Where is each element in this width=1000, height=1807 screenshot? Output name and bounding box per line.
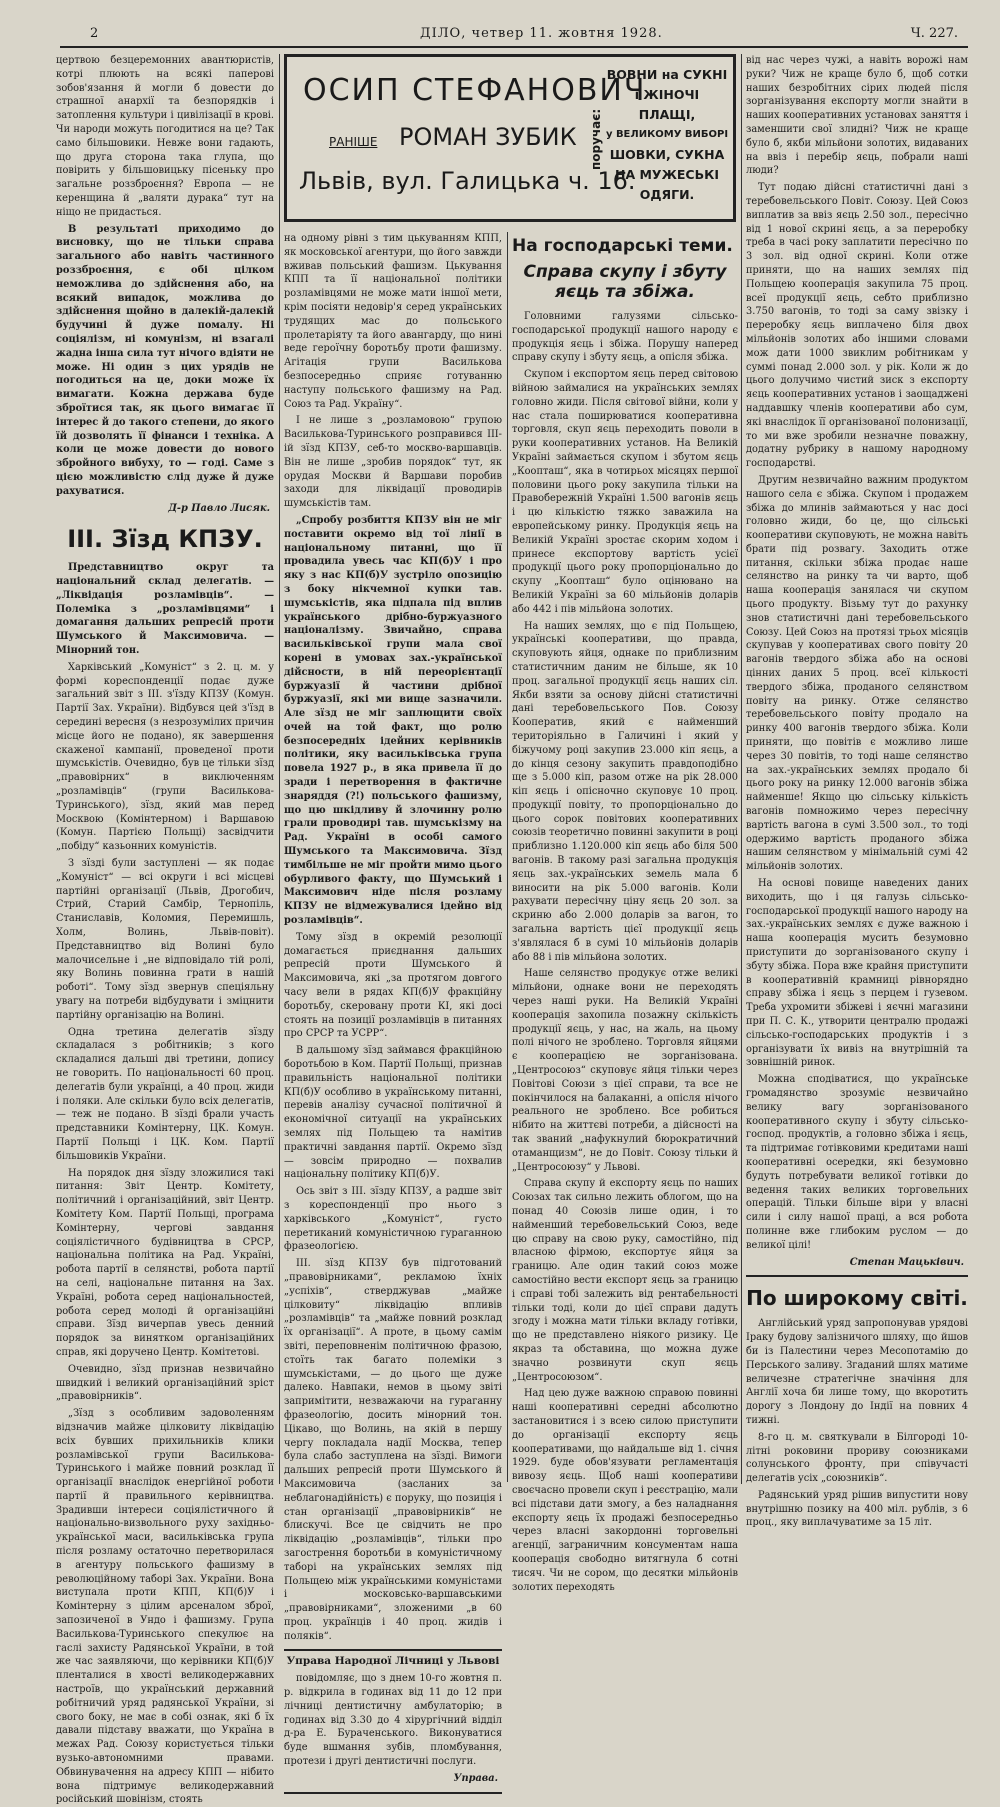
article-paragraph: На порядок дня зїзду зложилися такі питання: Звіт Центр. Комітету, політичний і організаційний, звіт Центр. Комітету Ком. Партії Польщі, програма Комінтерну, чергові завдання соціялістичного будівництва в СРСР, національна політика на Рад. Україні, робота партії в селянстві, робота партії на селі, національне питання на Зах. Україні, робота серед національностей, робота серед молоді й організаційні справи. Зїзд вичерпав увесь денний порядок за винятком організаційних справ, які доручено Центр. Комітетові. — [56, 1167, 274, 1358]
article-lead: Представництво округ та національний склад делегатів. — „Ліквідація розламівців“. — Полеміка з „розламівцями“ і домагання дальших репресій проти Шумського й Максимовича. — Мінорний тон. — [56, 562, 274, 657]
article-paragraph: Головними галузями сільсько-господарської продукції нашого народу є продукція яєць і збіжа. Порушу наперед справу скупу і збуту яєць, а опісля збіжа. — [512, 311, 738, 364]
page-number: 2 — [90, 26, 99, 41]
notice-title: Управа Народної Лічниці у Львові — [286, 1655, 500, 1668]
ad-goods-line: ОДЯГИ. — [639, 187, 695, 202]
article-signature: Д-р Павло Лисяк. — [168, 502, 270, 514]
ad-merchant-name: ОСИП СТЕФАНОВИЧ — [303, 73, 647, 108]
article-paragraph: Ось звіт з III. зїзду КПЗУ, а радше звіт з кореспонденції про нього з харківського „Комуніст“, густо перетиканий комуністичною гураганною фразеологією. — [284, 1186, 502, 1253]
section-heading: По широкому світі. — [746, 1275, 968, 1311]
news-item: Радянський уряд рішив випустити нову внутрішню позику на 400 міл. рублів, з 6 проц., яку виплачуватиме за 15 літ. — [746, 1489, 968, 1529]
ad-address: Львів, вул. Галицька ч. 16. — [299, 167, 636, 195]
column-2 — [284, 232, 502, 1784]
ad-goods-list — [605, 65, 729, 205]
article-paragraph: Тому зїзд в окремій резолюції домагається приєднання дальших репресій проти Шумського й Максимовича, які „за протягом довгого часу вели в рядах КП(б)У фракційну боротьбу, скеровану проти КІ, які досі стоять на позиції розламівців в питаннях про СРСР та УСРР“. — [284, 931, 502, 1040]
page-header — [60, 24, 968, 48]
notice-body: повідомляє, що з днем 10-го жовтня п. р. відкрила в годинах від 11 до 12 при лічниці дентистичну амбулаторію; в годинах від 3.30 до 4 хірургічний відділ д-ра Е. Бураченського. Виконуватися буде вшмання зубів, пломбування, протези і другі дентистичні послуги. — [284, 1673, 502, 1768]
ad-formerly-label: РАНІШЕ — [329, 135, 378, 149]
article-paragraph: III. зїзд КПЗУ був підготований „правовірниками“, рекламою їхніх „успіхів“, стверджував „майже цілковиту“ ліквідацію впливів „розламівців“ та „майже повний розклад їх організації“. А проте, в цьому самім звіті, переповненім політичною фразою, стоїть так багато полеміки з шумськістами, — до цього ще дуже далеко. Навпаки, немов в цьому звіті запримітити, незважаючи на гураганну фразеологію, досить мінорний тон. Цікаво, що Волинь, на якій в першу чергу покладала надії Москва, тепер була слабо заступлена на зїзді. Вимоги дальших репресій проти Шумського й Максимовича (засланих за неблагонадійність) є поруку, що позиція і стан організації „правовірників“ не блискучі. Все це свідчить не про ліквідацію „розламівців“, тільки про загострення боротьби в комуністичному таборі на українських землях під Польщею між українськими комуністами і московсько-варшавськими „правовірниками“, зложеними „в 60 проц. українців і 40 проц. жидів і поляків“. — [284, 1258, 502, 1642]
article-paragraph: Очевидно, зїзд признав незвичайно швидкий і великий організаційний зріст „правовірників“. — [56, 1363, 274, 1403]
article-paragraph: Над цею дуже важною справою повинні наші кооперативні середні абсолютно застановитися і з всею силою приступити до організації експорту яєць кооперативами, що найдальше від 1. січня 1929. буде обов'язувати регламентація вивозу яєць. Щоб наші кооперативи своєчасно провели скуп і реєстрацію, мали всі підстави дати змогу, а без наладнання експорту яєць їх продажі безпосередньо через власні закордонні торговельні агенції, заграничним консументам наша кооперація свободно витягнула б сотні тисяч. Чи не сором, що десятки мільйонів золотих переходять — [512, 1388, 738, 1593]
article-paragraph: Можна сподіватися, що українське громадянство зрозуміє незвичайно велику вагу зорганізованого кооперативного скупу і збуту сільсько-господ. продуктів, а головно збіжа і яєць, та підтримає готівковими кредитами наші кооперативні осередки, які безумовно будуть потребувати великої готівки до ведення таких великих торговельних операцій. Тільки більше віри у власні сили і силу нашої праці, а вся робота полинне вже глибоким руслом — до великої цілі! — [746, 1074, 968, 1251]
article-paragraph: „Зїзд з особливим задоволенням відзначив майже цілковиту ліквідацію всіх бувших прихильників клики розламівської групи Василькова-Туринського і майже повний розклад її організації внаслідок енергійної роботи партії й правильного керівництва. Зрадивши інтереси соціялістичного й національно-визвольного руху західньо-української маси, васильківська група після розламу остаточно перетворилася в агентуру польського фашизму в революційному таборі Зах. України. Вона виступала проти КПП, КП(б)У і Комінтерну з цілим арсеналом зброї, запозиченої в Ундо і фашизму. Група Василькова-Туринського спекулює на гаслі захисту Радянської України, в той же час заявляючи, що керівники КП(б)У пленталися в хвості великодержавних настроїв, що український державний робітничий уряд радянської України, зі свого боку, не має в собі ознак, які б їх давали підставу вважати, що Україна в межах Рад. Союзу користується тільки вузько-автономними правами. Обвинувачення на адресу КПП — нібито вона підтримує великодержавний російський шовінізм, стоять — [56, 1408, 274, 1806]
article-paragraph: І не лише з „розламовою“ групою Василькова-Туринського розправився III-ій зїзд КПЗУ, себ-то москво-варшавців. Він не лише „зробив порядок“ тут, як орудая Москви й Варшави поробив заходи для ліквідації проводирів шумськістів там. — [284, 415, 502, 510]
column-rule — [279, 54, 280, 1484]
ad-goods-line: ШОВКИ, СУКНА — [609, 147, 725, 162]
column-rule — [741, 54, 742, 1484]
article-paragraph: Харківський „Комуніст“ з 2. ц. м. у формі кореспонденції подає дуже загальний звіт з III. з'їзду КПЗУ (Комун. Партії Зах. України). Відбувся цей з'їзд в середині вересня (з незрозумілих причин місце його не подано), як завершення скаженої кампанії, проведеної проти шумськістів. Очевидно, був це тільки зїзд „правовірних“ в виключенням „розламівців“ (групи Васильковa-Туринського), зїзд, який мав перед Москвою (Комінтерном) і Варшавою (Комун. Партією Польщі) засвідчити „побіду“ казьонних комуністів. — [56, 661, 274, 853]
article-heading: III. Зїзд КПЗУ. — [67, 525, 263, 554]
ad-goods-line: і ЖІНОЧІ ПЛАЩІ, — [634, 87, 700, 122]
article-paragraph: На наших землях, що є під Польщею, українські кооперативи, що правда, скуповують яйця, однаке по приблизним статистичним даним не більше, як 10 проц. загальної продукції яєць наших сіл. Якби взяти за основу дійсні статистичні дані теребовельського Пов. Союзу Кооператив, який є найменший територіяльно в Галичині і який у біжучому році закупив 23.000 кіп яєць, а до кінця сезону закупить правдоподібно ще з 5.000 кіп, разом отже на рік 28.000 кіп яєць і опісночно скуповує 10 проц. продукції повіту, то пропорціонально до цього сорок повітових кооперативних союзів теоретично повинні закупити в році приблизно 1.120.000 кіп яєць або біля 500 вагонів. В такому разі загальна продукція яєць зах.-українських земель мала б виносити на рік 5.000 вагонів. Коли рахувати пересічну ціну яєць 20 зол. за скриню або 2.000 доларів за вагон, то загальна вартість цієї продукції яєць з'являлася б в сумі 10 мільйонів доларів або 88 і пів мільйона золотих. — [512, 620, 738, 963]
article-paragraph: Другим незвичайно важним продуктом нашого села є збіжа. Скупом і продажем збіжа до млинів займаються у нас досі головно жиди, бо це, що сільські кооперативи скуповують, не можна навіть брати під розвагу. Заходить отже питання, скільки збіжа продає наше селянство на ринку та чи варто, щоб наша кооперація занялася чи скупом цього продукту. Візьму тут до рахунку знов статистичні дані теребовельського Союзу. Цей Союз на протязі трьох місяців скупував у кооперативах свого повіту 20 вагонів твердого збіжа або на основі цінних даних 5 проц. всеї кількості твердого збіжа, проданого селянством повіту на ринку. Отже селянство теребовельського повіту продало на ринку 400 вагонів твердого збіжа. Коли приняти, що повітів є можливо лише через 30 повітів, то тоді наше селянство на зах.-українських землях продало бі цього року на ринку 12.000 вагонів збіжа найменше! Якщо цю сільську кількість вагонів помножимо через пересічну вартість вагона в сумі 3.500 зол., то тоді одержимо вартість проданого збіжа нашим селянством у мінімальній сумі 42 мільйонів золотих. — [746, 474, 968, 873]
column-1 — [56, 54, 274, 1806]
ad-goods-line: у ВЕЛИКОМУ ВИБОРІ — [605, 129, 729, 140]
clinic-notice — [284, 1649, 502, 1793]
article-paragraph: В дальшому зїзд займався фракційною боротьбою в Ком. Партії Польщі, признав правильність національної політики КП(б)У особливо в українському питанні, перевів аналізу сучасної політичної й економічної ситуації на українських землях під Польщею та намітив практичні завдання партії. Окремо зїзд — зовсім природно — похвалив національну політику КП(б)У. — [284, 1045, 502, 1181]
news-item: Англійський уряд запропонував урядові Іраку будову залізничого шляху, що йшов би із Палестини через Месопотамію до Перського заливу. Згаданий шлях матиме величезне стратегічне значіння для Англії хоча би лише тому, що вкоротить дорогу з Лондону до Індії на повних 4 тижні. — [746, 1318, 968, 1426]
article-quote: „Спробу розбиття КПЗУ він не міг поставити окремо від тої лінії в національному питанні, що її провадила увесь час КП(б)У і про яку з нас КП(б)У зустріло опозицію з боку нікчемної купки тав. шумськістів, яка підпала під вплив українського дрібно-буржуазного націоналізму. Звичайно, справа васильківської групи мала свої корені в умовах зах.-української дійсности, в ній переорієнтації буржуазії й частини дрібної буржуазії, які ми вище зазначили. Але зїзд не міг заплющити своїх очей на той факт, що ролю безпосередніх ідейних керівників політики, яку васильківська група повела 1927 р., в яка привела її до зради і перетворення в фактичне знаряддя (?!) польського фашизму, що цю шкідливу й злочинну ролю грали проводирі тав. шумськізму на Рад. Україні в особі самого Шумського та Максимовича. Зїзд тимбільше не міг пройти мимо цього обурливого факту, що Шумський і Максимович ніде після розламу КПЗУ не відмежувалися ідейно від розламівців“. — [284, 514, 502, 927]
article-paragraph: Наше селянство продукує отже великі мільйони, однаке вони не переходять через наші руки. На Великій Україні кооперація захопила позажну скількість продукції яєць, у нас, на жаль, на цьому полі нічого не зроблено. Торговля яйцями є кооперацією не зорганізована. „Центросоюз“ скуповує яйця тільки через Повітові Союзи з цієї справи, та все не покінчилося на балаканні, а опісля нічого реального не зроблено. Все робиться нібито на життєві потреби, а дійсності на так званий „нафукнулий бюрократичний отаманщизм“, не до Повіт. Союзу тільки й „Центросоюзу“ у Львові. — [512, 968, 738, 1173]
section-heading: На господарські теми. — [512, 236, 733, 256]
ad-former-name: РОМАН ЗУБИК — [399, 123, 577, 151]
advertisement-box — [284, 54, 736, 222]
column-rule — [507, 232, 508, 1482]
article-paragraph: Одна третина делегатів зїзду складалася з робітників; з кого складалися дальші дві третини, допису не говорить. По національності 60 проц. делегатів були українці, а 40 проц. жиди і поляки. Але скільки було всіх делегатів, — теж не подано. В зїзді брали участь представники Комінтерну, ЦК. Комун. Партії Польщі і ЦК. Ком. Партії більшовиків України. — [56, 1026, 274, 1162]
article-paragraph: На основі повище наведених даних виходить, що і ця галузь сільсько-господарської продукції нашого народу на зах.-українських землях є дуже важною і наша кооперація мусить безумовно приступити до зорганізованого скупу і збуту збіжа. Пора вже крайня приступити в кооперативній крамниці рівнорядно справу збіжа і яєць з перцем і гузевом. Треба ухромити збіжеві і яєчні магазини при П. С. К., утворити централю продажі сільсько-господарських продуктів і з організувати їх вивіз на внутрішній та зовнішній ринок. — [746, 878, 968, 1069]
article-paragraph: на одному рівні з тим цькуванням КПП, як московської агентури, що його завжди вживав польський фашизм. Цькування КПП та її національної політики розламівцями не може мати іншої мети, крім посіяти недовір'я серед українських трудящих мас до польського пролетаріяту та його авангарду, що нині веде героїчну боротьбу проти фашизму. Агітація групи Василькова безпосередньо сприяє готуванню наступу польського фашизму на Рад. Союз та Рад. Україну“. — [284, 233, 502, 410]
issue-number: Ч. 227. — [910, 26, 958, 41]
article-heading: Справа скупу і збуту яєць та збіжа. — [523, 262, 727, 302]
notice-signature: Управа. — [453, 1772, 498, 1784]
column-3 — [512, 232, 738, 1593]
article-signature: Степан Мацьківич. — [849, 1256, 964, 1268]
article-paragraph: Тут подаю дійсні статистичні дані з теребовельського Повіт. Союзу. Цей Союз виплатив за ввіз яєць 2.50 зол., пересічно від 1 нової скрині яєць, а за переробку треба в часі року заплатити пересічно по 3 зол. від одної скрині. Коли отже приняти, що на наших землях під Польщею кооперація закупила 75 проц. всеї продукції яєць, себто приблизно 3.750 вагонів, то тоді за саму звізку і переробку яєць виплачено біля двох мільйонів золотих або іншими словами мож дати 1000 звиклим робітникам у суммі понад 2.000 зол. у рік. Коли ж до цього долучимо чистий зиск з експорту яєць кооперативних установ і заощаджені наддавшку членів кооперативи або сум, які внаслідок її організованої полонизації, то ми вже зробили незначне поважну, додатну рубрику в нашому народному господарстві. — [746, 182, 968, 470]
masthead-date: ДІЛО, четвер 11. жовтня 1928. — [420, 26, 663, 41]
article-paragraph: цертвою безцеремонних авантюристів, котрі плюють на всякі паперові зобов'язання й могли б довести до страшної анархії та безпорядків і затоплення культури і цивілізації в крові. Чи народи можуть погодитися на це? Так само більшовики. Невже вони гадають, що друга сторона така глупа, що повірить у більшовицьку пісеньку про загальне роззброєння? Европа — не керенщина й „валяти дурака“ тут на ніщо не придасться. — [56, 55, 274, 218]
article-paragraph: від нас через чужі, а навіть ворожі нам руки? Чиж не краще було б, щоб сотки наших безробітних сірих людей після зорганізування експорту могли знайти в наших кооперативних установах заняття і заменшити свої злидні? Чиж не краще було б, якби мільйони золотих, видаваних на ввіз і перебір яєць, побрали наші люди? — [746, 55, 968, 177]
article-paragraph: Справа скупу й експорту яєць по наших Союзах так сильно лежить облогом, що на понад 40 Союзів лише один, і то найменший теребовельський Союз, веде цю справу на свою руку, самостійно, під власною фірмою, експортує яйця за границю. Але один такий союз може самостійно вести експорт яєць за границю і справі тобі залежить від рентабельності тільки тоді, коли до цієї справи дадуть згоду і можна мати тільки вкладу готівки, що не представлено ніякого ризику. Це якраз та обставина, що можна дуже значно розвинути скуп яєць „Центросоюзом“. — [512, 1178, 738, 1383]
article-paragraph: Скупом і експортом яєць перед світовою війною займалися на українських землях головно жиди. Після світової війни, коли у нас стала поширюватися кооперативна торговля, скуп яєць переходить поволи в руки кооперативних установ. На Великій Україні займається скупом і збутом яєць „Коопташ“, яка в чотирьох місяцях першої половини цього року закупила тільки на Правобережній Україні 1.500 вагонів яєць і цю кількістю тяжко заважила на европейському ринку. Продукція яєць на Великій Україні зростає скорим ходом і принесе експортову вартість усієї продукції цього року пропорціонально до скупу „Коопташ“ було оцінювано на Великій Україні за 60 мільйонів доларів або 442 і пів мільйона золотих. — [512, 369, 738, 615]
news-item: 8-го ц. м. святкували в Білгороді 10-літні роковини прориву союзниками солунського фронту, при співучасті делегатів усіх „союзників“. — [746, 1431, 968, 1485]
ad-recommends: поручає: — [589, 108, 603, 170]
column-4 — [746, 54, 968, 1529]
article-paragraph: З зїзді були заступлені — як подає „Комуніст“ — всі округи і всі місцеві партійні організації (Львів, Дрогобич, Стрий, Старий Самбір, Тернопіль, Станиславів, Коломия, Перемишль, Холм, Волинь, Львів-повіт). Представництво від Волині було малочисельне і „не відповідало тій ролі, яку Волинь повинна грати в нашій роботі“. Тому зїзд звернув спеціяльну увагу на потреби відбудувати і зміцнити партійну організацію на Волині. — [56, 858, 274, 1021]
ad-goods-line: НА МУЖЕСЬКІ — [615, 167, 719, 182]
article-paragraph: В результаті приходимо до висновку, що не тільки справа загального або навіть частинного роззброєння, є обі цілком неможлива до здійснення або, на всякий випадок, можлива до здійснення щойно в далекій-далекій будучині й дуже помалу. Ні соціялізм, ні комунізм, ні взагалі жадна інша сила тут нічого вдіяти не може. Ні один з цих урядів не погодиться на це, доки може їх вимагати. Кожна держава буде зброїтися так, як цього вимагає її інтерес й до такого степени, до якого їй дозволять її фінанси і техніка. А коли це може довести до нового збройного вибуху, то — годі. Саме з цією можливістю слід дуже й дуже рахуватися. — [56, 223, 274, 497]
ad-goods-line: ВОВНИ на СУКНІ — [606, 67, 728, 82]
